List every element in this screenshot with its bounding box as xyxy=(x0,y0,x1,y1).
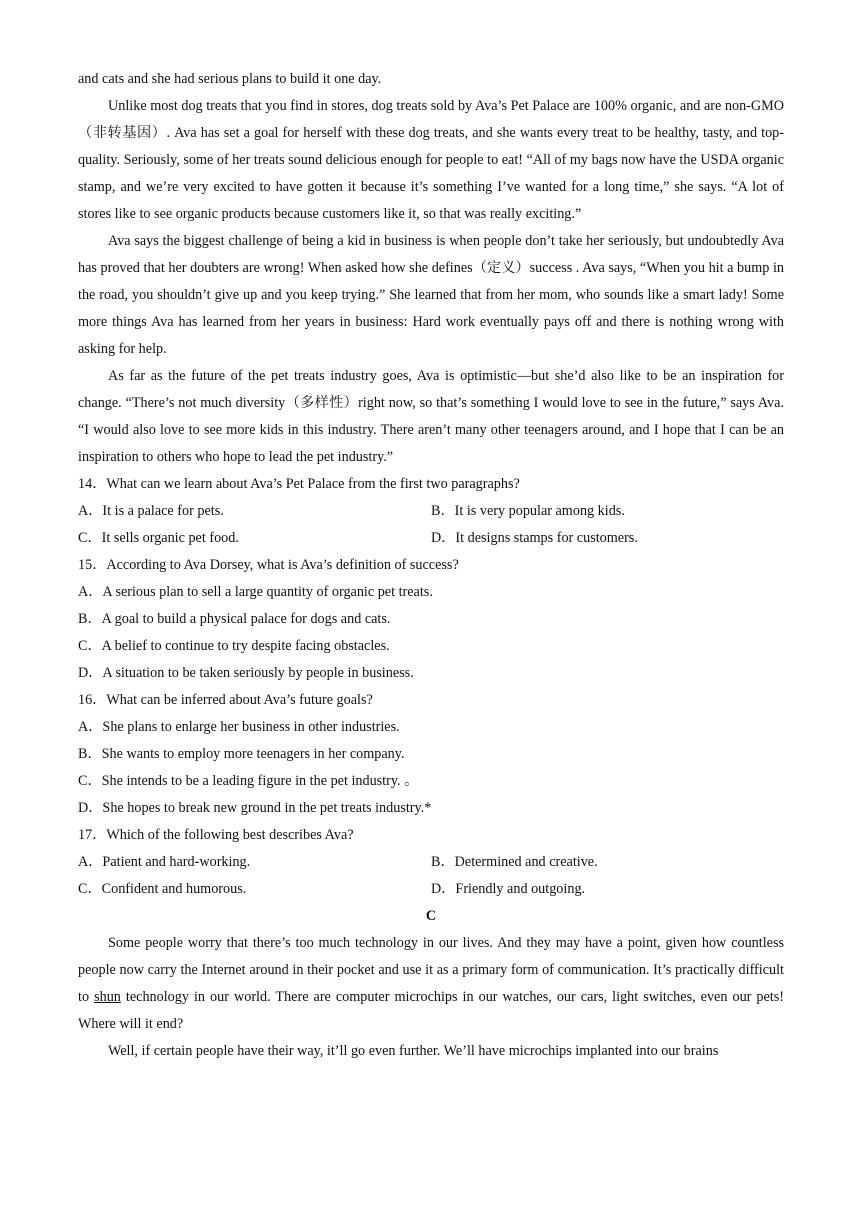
passage-c-paragraph-1 xyxy=(78,930,784,1038)
passage-b-paragraph-2: Ava says the biggest challenge of being a kid in business is when people don’t take her seriously, but undoubtedly Ava has proved that her doubters are wrong! When asked how she defines（定义）success . Ava says, “When you hit a bump in the road, you shouldn’t give up and you keep trying.” She learned that from her mom, who sounds like a smart lady! Some more things Ava has learned from her years in business: Hard work eventually pays off and there is nothing wrong with asking for help. xyxy=(78,233,784,357)
question-14-option-b: B．It is very popular among kids. xyxy=(431,503,625,519)
question-14-options-row-1 xyxy=(78,498,784,525)
page-content xyxy=(78,66,784,1065)
question-14-stem: 14．What can we learn about Ava’s Pet Palace from the first two paragraphs? xyxy=(78,476,520,492)
question-15-option-b: B．A goal to build a physical palace for dogs and cats. xyxy=(78,611,391,627)
underlined-word-shun: shun xyxy=(94,989,121,1005)
question-14-options-row-2 xyxy=(78,525,784,552)
question-16-option-a: A．She plans to enlarge her business in other industries. xyxy=(78,719,400,735)
question-17-option-d: D．Friendly and outgoing. xyxy=(431,881,586,897)
question-17-option-b: B．Determined and creative. xyxy=(431,854,598,870)
question-15-option-d: D．A situation to be taken seriously by people in business. xyxy=(78,665,414,681)
question-16-stem: 16．What can be inferred about Ava’s future goals? xyxy=(78,692,373,708)
question-17-option-a: A．Patient and hard-working. xyxy=(78,854,251,870)
passage-c-paragraph-2: Well, if certain people have their way, it’ll go even further. We’ll have microchips implanted into our brains xyxy=(108,1043,719,1059)
question-14-option-a: A．It is a palace for pets. xyxy=(78,503,224,519)
question-14 xyxy=(78,471,784,552)
question-16 xyxy=(78,687,784,822)
question-17-stem: 17．Which of the following best describes Ava? xyxy=(78,827,354,843)
question-16-option-b: B．She wants to employ more teenagers in her company. xyxy=(78,746,405,762)
question-15-option-a: A．A serious plan to sell a large quantity of organic pet treats. xyxy=(78,584,433,600)
passage-b-paragraph-1: Unlike most dog treats that you find in stores, dog treats sold by Ava’s Pet Palace are 100% organic, and are non-GMO（非转基因）. Ava has set a goal for herself with these dog treats, and she wants every treat to be healthy, tasty, and top-quality. Seriously, some of her treats sound delicious enough for people to eat! “All of my bags now have the USDA organic stamp, and we’re very excited to have gotten it because it’s something I’ve wanted for a long time,” she says. “A lot of stores like to see organic products because customers like it, so that was really exciting.” xyxy=(78,98,784,222)
question-16-option-d: D．She hopes to break new ground in the pet treats industry.* xyxy=(78,800,432,816)
question-17 xyxy=(78,822,784,903)
question-17-option-c: C．Confident and humorous. xyxy=(78,881,247,897)
question-15 xyxy=(78,552,784,687)
question-15-option-c: C．A belief to continue to try despite facing obstacles. xyxy=(78,638,390,654)
passage-c-paragraph-1-part-2: technology in our world. There are computer microchips in our watches, our cars, light switches, even our pets! Where will it end? xyxy=(78,989,784,1032)
question-17-options-row-1 xyxy=(78,849,784,876)
section-c-title: C xyxy=(425,908,437,924)
passage-b-paragraph-3: As far as the future of the pet treats industry goes, Ava is optimistic—but she’d also like to be an inspiration for change. “There’s not much diversity（多样性）right now, so that’s something I would love to see in the future,” says Ava. “I would also love to see more kids in this industry. There aren’t many other teenagers around, and I hope that I can be an inspiration to others who hope to lead the pet industry.” xyxy=(78,368,784,465)
question-16-option-c: C．She intends to be a leading figure in the pet industry. 。 xyxy=(78,773,419,789)
question-17-options-row-2 xyxy=(78,876,784,903)
passage-c-paragraph-1-part-1: Some people worry that there’s too much technology in our lives. And they may have a point, given how countless people now carry the Internet around in their pocket and use it as a primary form of communication. It’s practically difficult to xyxy=(78,935,784,1005)
question-15-stem: 15．According to Ava Dorsey, what is Ava’s definition of success? xyxy=(78,557,459,573)
passage-b-paragraph-0: and cats and she had serious plans to build it one day. xyxy=(78,71,382,87)
question-14-option-c: C．It sells organic pet food. xyxy=(78,530,239,546)
question-14-option-d: D．It designs stamps for customers. xyxy=(431,530,638,546)
